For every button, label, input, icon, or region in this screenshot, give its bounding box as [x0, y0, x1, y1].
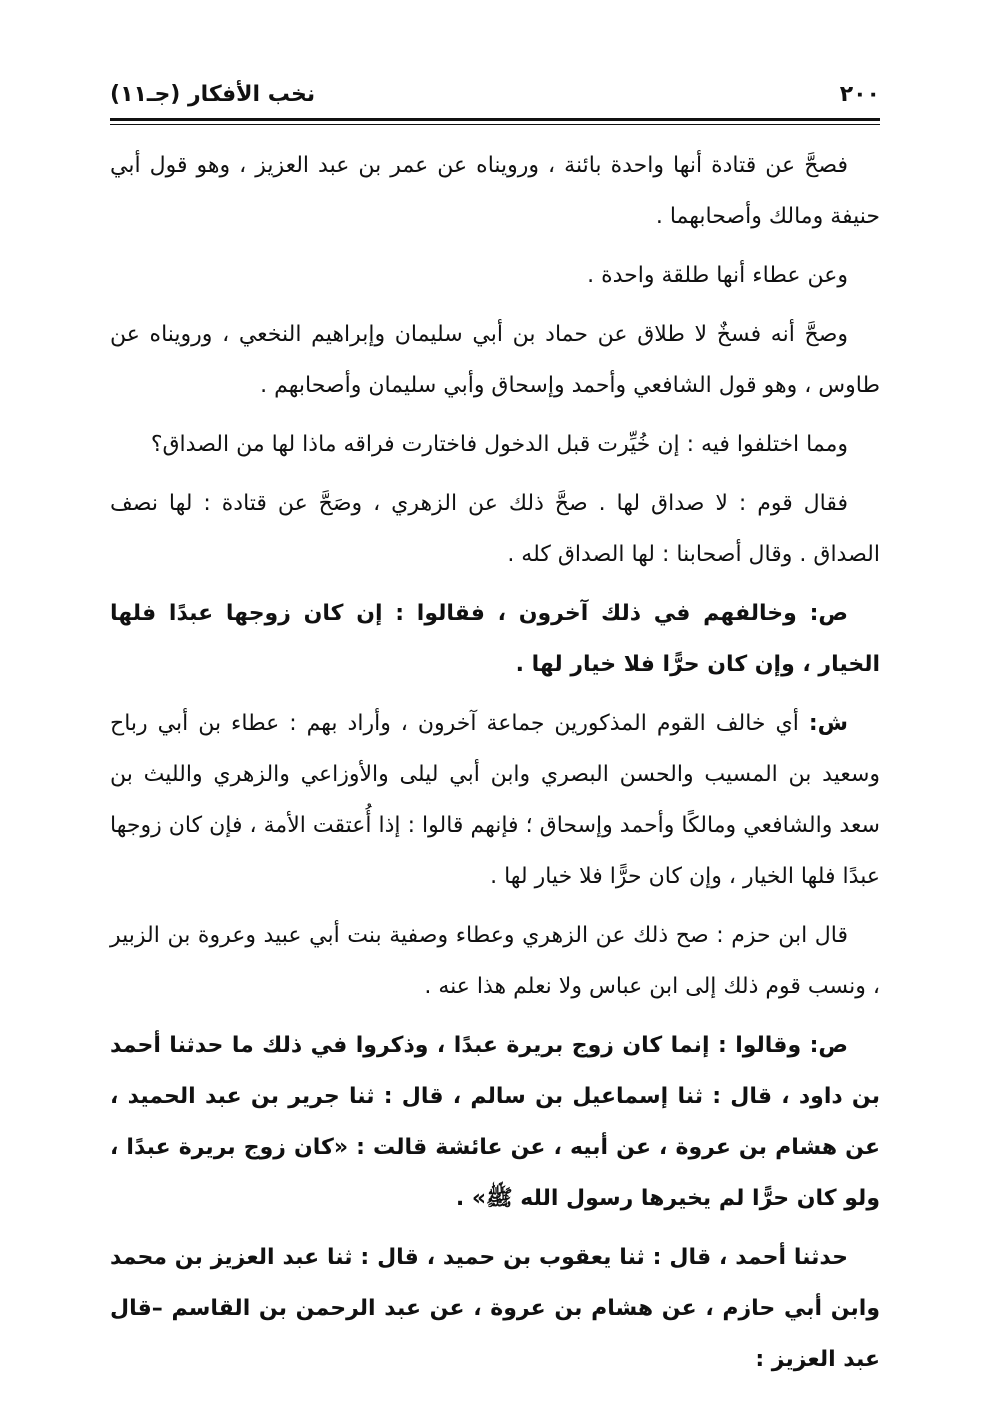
matn-paragraph	[110, 1020, 880, 1224]
paragraph	[110, 309, 880, 411]
paragraph-text: فصحَّ عن قتادة أنها واحدة بائنة ، ورويناه عن عمر بن عبد العزيز ، وهو قول أبي حنيفة ومالك وأصحابهما .	[110, 153, 880, 229]
page-number: ٢٠٠	[839, 82, 880, 107]
paragraph-text: وقالوا : إنما كان زوج بريرة عبدًا ، وذكروا في ذلك ما حدثنا أحمد بن داود ، قال : ثنا إسماعيل بن سالم ، قال : ثنا جرير بن عبد الحميد ، عن هشام بن عروة ، عن أبيه ، عن عائشة قالت : «كان زوج بريرة عبدًا ، ولو كان حرًّا لم يخيرها رسول الله ﷺ» .	[110, 1033, 880, 1211]
header-rule-thick	[110, 118, 880, 121]
paragraph	[110, 910, 880, 1012]
body-text	[110, 140, 880, 1387]
paragraph-text: وصحَّ أنه فسخٌ لا طلاق عن حماد بن أبي سليمان وإبراهيم النخعي ، ورويناه عن طاوس ، وهو قول الشافعي وأحمد وإسحاق وأبي سليمان وأصحابهم .	[110, 322, 880, 398]
sharh-paragraph	[110, 698, 880, 902]
paragraph-text: أي خالف القوم المذكورين جماعة آخرون ، وأراد بهم : عطاء بن أبي رباح وسعيد بن المسيب والحسن البصري وابن أبي ليلى والأوزاعي والزهري والليث بن سعد والشافعي ومالكًا وأحمد وإسحاق ؛ فإنهم قالوا : إذا أُعتقت الأمة ، فإن كان زوجها عبدًا فلها الخيار ، وإن كان حرًّا فلا خيار لها .	[110, 711, 880, 889]
sharh-marker: ش:	[808, 711, 848, 736]
header-rule-thin	[110, 124, 880, 125]
paragraph	[110, 419, 880, 470]
book-title: نخب الأفكار (جـ١١)	[110, 82, 316, 107]
paragraph	[110, 478, 880, 580]
paragraph-text: قال ابن حزم : صح ذلك عن الزهري وعطاء وصفية بنت أبي عبيد وعروة بن الزبير ، ونسب قوم ذلك إلى ابن عباس ولا نعلم هذا عنه .	[110, 923, 880, 999]
paragraph-text: وعن عطاء أنها طلقة واحدة .	[587, 263, 848, 288]
paragraph	[110, 250, 880, 301]
paragraph-text: وخالفهم في ذلك آخرون ، فقالوا : إن كان زوجها عبدًا فلها الخيار ، وإن كان حرًّا فلا خيار لها .	[110, 601, 880, 677]
paragraph	[110, 140, 880, 242]
matn-marker: ص:	[809, 601, 848, 626]
paragraph-text: فقال قوم : لا صداق لها . صحَّ ذلك عن الزهري ، وصَحَّ عن قتادة : لها نصف الصداق . وقال أصحابنا : لها الصداق كله .	[110, 491, 880, 567]
paragraph-text: ومما اختلفوا فيه : إن خُيِّرت قبل الدخول فاختارت فراقه ماذا لها من الصداق؟	[150, 432, 848, 457]
running-header	[110, 78, 880, 112]
matn-paragraph	[110, 1232, 880, 1385]
matn-paragraph	[110, 588, 880, 690]
paragraph-text: حدثنا أحمد ، قال : ثنا يعقوب بن حميد ، قال : ثنا عبد العزيز بن محمد وابن أبي حازم ، عن هشام بن عروة ، عن عبد الرحمن بن القاسم –قال عبد العزيز :	[110, 1245, 880, 1372]
matn-marker: ص:	[809, 1033, 849, 1058]
